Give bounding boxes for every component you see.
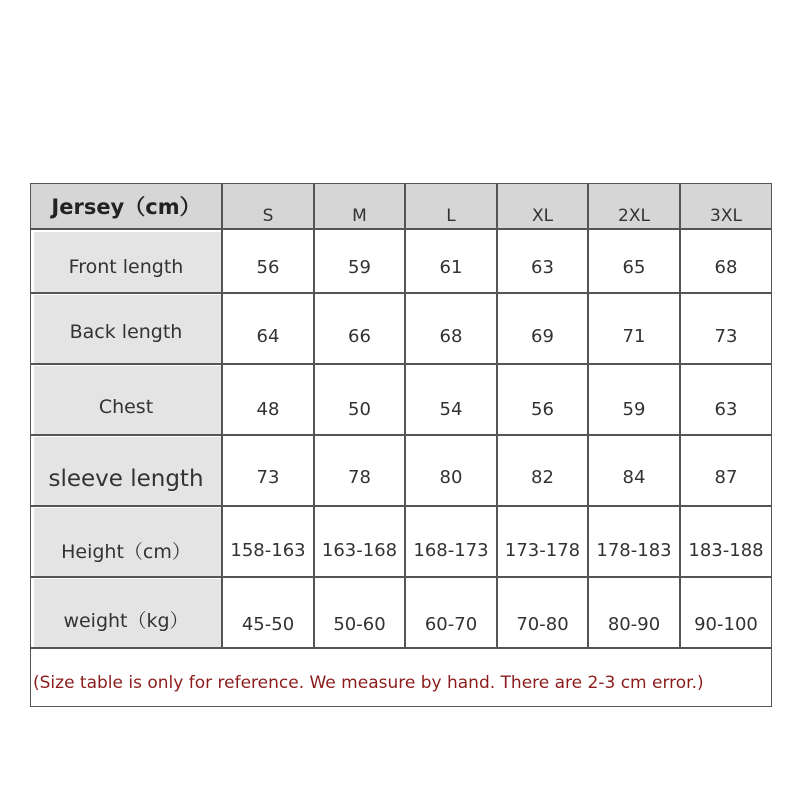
table-cell: 168-173	[413, 539, 489, 561]
table-title: Jersey（cm）	[51, 195, 201, 219]
table-cell: 163-168	[321, 539, 398, 561]
table-cell: 87	[714, 466, 738, 488]
size-header-l: L	[446, 206, 456, 226]
table-cell: 61	[439, 256, 463, 278]
table-cell: 84	[622, 466, 646, 488]
table-cell: 50-60	[333, 613, 386, 635]
row-label-front-length: Front length	[68, 256, 184, 278]
table-cell: 80	[439, 466, 463, 488]
table-cell: 82	[531, 466, 554, 488]
table-cell: 69	[531, 325, 554, 347]
table-cell: 56	[256, 256, 280, 278]
table-cell: 78	[348, 466, 371, 488]
table-cell: 66	[348, 325, 371, 347]
row-label-weight: weight（kg）	[63, 609, 189, 632]
table-cell: 183-188	[688, 539, 764, 561]
size-chart-table	[30, 183, 772, 707]
table-cell: 90-100	[694, 613, 758, 635]
table-cell: 68	[714, 256, 738, 278]
table-cell: 68	[439, 325, 463, 347]
table-cell: 59	[622, 398, 646, 420]
table-cell: 158-163	[230, 539, 306, 561]
table-cell: 63	[531, 256, 554, 278]
table-cell: 178-183	[596, 539, 672, 561]
table-cell: 80-90	[607, 613, 661, 635]
size-header-3xl: 3XL	[710, 206, 742, 226]
size-header-xl: XL	[531, 206, 554, 226]
table-cell: 71	[622, 325, 646, 347]
row-label-height: Height（cm）	[61, 540, 191, 563]
table-cell: 65	[622, 256, 646, 278]
table-cell: 60-70	[424, 613, 478, 635]
row-label-chest: Chest	[98, 396, 154, 418]
size-disclaimer-note: (Size table is only for reference. We measure by hand. There are 2-3 cm error.)	[33, 673, 704, 693]
table-cell: 54	[439, 398, 463, 420]
table-cell: 173-178	[504, 539, 581, 561]
row-label-back-length: Back length	[69, 321, 183, 343]
size-header-m: M	[352, 206, 367, 226]
table-cell: 64	[256, 325, 280, 347]
table-cell: 73	[256, 466, 280, 488]
size-header-2xl: 2XL	[618, 206, 650, 226]
table-cell: 63	[714, 398, 738, 420]
row-label-sleeve-length: sleeve length	[48, 466, 204, 492]
table-cell: 45-50	[241, 613, 295, 635]
size-header-s: S	[262, 206, 274, 226]
table-cell: 73	[714, 325, 738, 347]
table-cell: 56	[531, 398, 554, 420]
table-cell: 70-80	[516, 613, 569, 635]
table-cell: 59	[348, 256, 371, 278]
table-cell: 50	[348, 398, 371, 420]
table-cell: 48	[256, 398, 280, 420]
